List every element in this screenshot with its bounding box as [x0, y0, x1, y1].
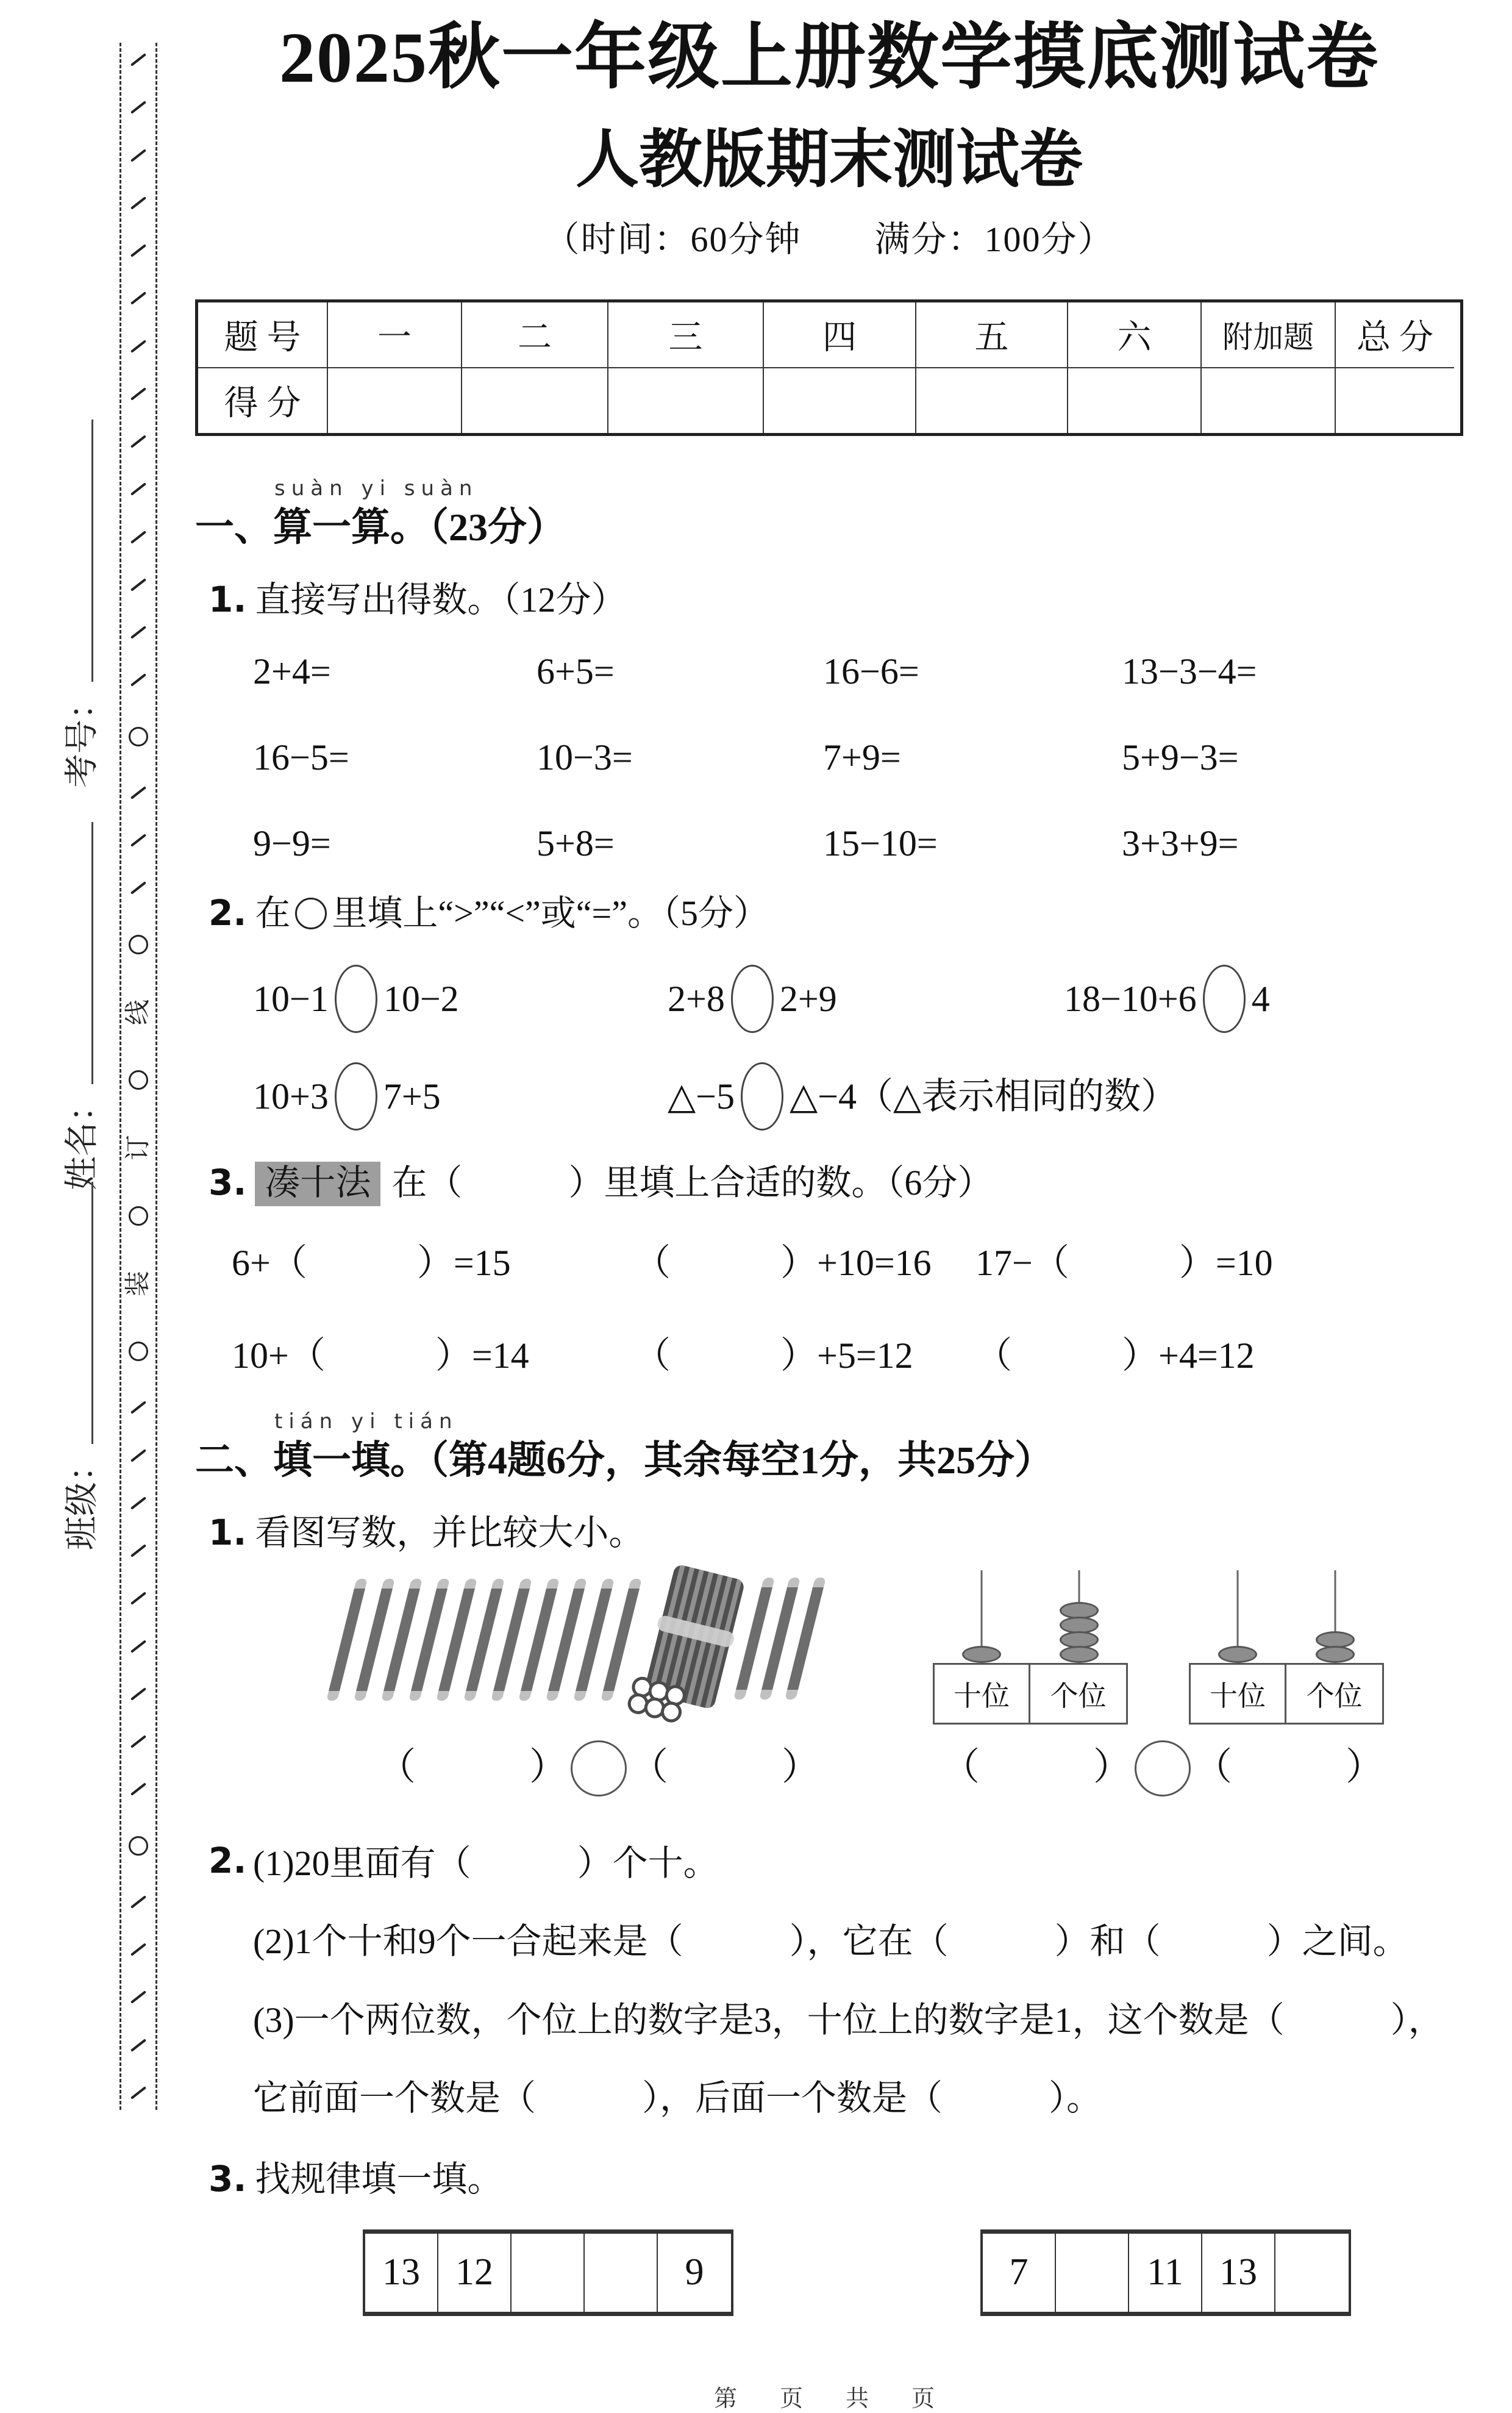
- abacus-beads: [1060, 1604, 1099, 1663]
- binding-hatch-mark: [130, 531, 146, 544]
- s1-q1-text: 直接写出得数。（12分）: [255, 579, 627, 620]
- tens-label: 十位: [933, 1663, 1030, 1725]
- exam-number-fill-line: [87, 420, 93, 682]
- s2-q2-line2: (2)1个十和9个一合起来是（ ），它在（ ）和（ ）之间。: [253, 1921, 1408, 1962]
- s1-q2-number: 2.: [209, 892, 247, 934]
- arith-problem: 9−9=: [253, 823, 331, 864]
- tens-place: [933, 1570, 1030, 1725]
- s1-q2-text-before: 在: [255, 893, 291, 934]
- fill-problem: 10+（ ）=14: [232, 1335, 529, 1376]
- binding-hatch-mark: [130, 1496, 146, 1510]
- score-col-5: 五: [916, 302, 1068, 368]
- binding-hatch-mark: [130, 1943, 146, 1956]
- compare-right: 7+5: [383, 1076, 441, 1117]
- score-blank-2: [462, 368, 608, 433]
- class-fill-line: [87, 1182, 93, 1444]
- compare-circle: [335, 965, 377, 1033]
- score-blank-3: [608, 368, 764, 433]
- s2-q1-text: 看图写数，并比较大小。: [255, 1512, 644, 1553]
- binding-hatch-mark: [130, 1401, 146, 1414]
- sticks-compare-blanks: [378, 1736, 819, 1799]
- score-table: [195, 299, 1463, 436]
- arith-problem: 6+5=: [537, 651, 615, 692]
- binding-line-character: 装: [124, 1270, 152, 1296]
- fill-problem: （ ）+5=12: [634, 1335, 913, 1376]
- binding-hatch-mark: [130, 626, 146, 639]
- s1-q1-problems: [195, 651, 1463, 865]
- compare-circle: [1203, 965, 1246, 1033]
- binding-circle-icon: [129, 1070, 148, 1090]
- paper-title: 2025秋一年级上册数学摸底测试卷: [279, 18, 1379, 98]
- binding-hatch-mark: [130, 1449, 146, 1462]
- exam-number-label: 考号：: [63, 685, 101, 788]
- score-row-label: 得 分: [198, 368, 328, 433]
- arith-problem: 2+4=: [253, 651, 331, 692]
- binding-circle-icon: [129, 1206, 148, 1226]
- paper-content: [195, 18, 1463, 2413]
- class-label: 班级：: [63, 1448, 101, 1550]
- compare-right: 10−2: [383, 978, 459, 1019]
- binding-circle-icon: [129, 1836, 148, 1856]
- sequence-cell: [585, 2234, 658, 2312]
- binding-hatch-mark: [130, 578, 146, 592]
- arith-problem: 10−3=: [537, 737, 633, 778]
- sequence-cell: [1056, 2234, 1129, 2312]
- section2-points: 。（第4题6分，其余每空1分，共25分）: [390, 1438, 1054, 1482]
- sequence-cell: 13: [365, 2234, 438, 2312]
- binding-hatch-mark: [130, 53, 146, 66]
- arith-problem: 16−6=: [823, 651, 919, 692]
- compare-right: 4: [1251, 978, 1270, 1019]
- binding-hatch-mark: [130, 1990, 146, 2004]
- s2-q1-figure: [341, 1570, 1463, 1809]
- arith-problem: 5+8=: [537, 823, 615, 864]
- compare-right: 2+9: [779, 978, 837, 1019]
- binding-circle-icon: [129, 727, 148, 746]
- arith-problem: 7+9=: [823, 737, 901, 778]
- number-sequence-table-right: [980, 2229, 1351, 2316]
- bundle-extra-sticks: [749, 1578, 811, 1700]
- ones-label: 个位: [1286, 1663, 1384, 1725]
- arith-problem: 5+9−3=: [1122, 737, 1239, 778]
- sequence-cell: [512, 2234, 585, 2312]
- compare-left: 18−10+6: [1064, 978, 1197, 1019]
- s1-q3-number: 3.: [209, 1161, 247, 1203]
- binding-hatch-mark: [130, 786, 146, 799]
- bundle-tie: [656, 1614, 735, 1648]
- binding-hatch-mark: [130, 881, 146, 895]
- binding-hatch-mark: [130, 2039, 146, 2052]
- binding-hatch-mark: [130, 1735, 146, 1748]
- sequence-cell: 13: [1202, 2234, 1275, 2312]
- score-blank-total: [1336, 368, 1454, 433]
- score-blank-1: [328, 368, 462, 433]
- binding-circle-icon: [129, 1342, 148, 1361]
- student-name-fill-line: [87, 822, 93, 1084]
- s2-q1-number: 1.: [209, 1511, 247, 1553]
- fill-problem: （ ）+4=12: [975, 1335, 1255, 1376]
- s2-q3-number: 3.: [209, 2158, 247, 2200]
- s2-q3-prompt: [195, 2156, 1463, 2202]
- section1-title: 算一算: [273, 505, 390, 549]
- sequence-cell: 12: [438, 2234, 512, 2312]
- s2-q2-line3: (3)一个两位数，个位上的数字是3，十位上的数字是1，这个数是（ ），: [253, 2000, 1444, 2040]
- paper-subtitle: 人教版期末测试卷: [575, 124, 1083, 195]
- answer-blank: （ ）: [630, 1746, 820, 1789]
- abacus-compare-blanks: [942, 1736, 1383, 1799]
- compare-item: [253, 968, 668, 1037]
- binding-line-character: 线: [124, 999, 152, 1025]
- compare-left: 10+3: [253, 1076, 329, 1117]
- binding-hatch-mark: [130, 149, 146, 162]
- ones-place: [1030, 1570, 1128, 1725]
- s1-q3-prompt: [195, 1160, 1463, 1206]
- binding-hatch-mark: [130, 673, 146, 687]
- score-col-6: 六: [1068, 302, 1202, 368]
- s2-q2-line4: 它前面一个数是（ ），后面一个数是（ ）。: [253, 2078, 1102, 2118]
- s2-q3-tables: [363, 2229, 1463, 2316]
- binding-hatch-mark: [130, 1640, 146, 1653]
- score-col-1: 一: [328, 302, 462, 368]
- binding-hatch-mark: [130, 387, 146, 401]
- answer-blank: （ ）: [942, 1746, 1132, 1789]
- s1-q2-row2: [195, 1066, 1463, 1134]
- score-blank-6: [1068, 368, 1202, 433]
- loose-sticks-group: [341, 1579, 627, 1701]
- s1-q3-problems: [195, 1234, 1463, 1379]
- compare-item: [253, 1066, 668, 1134]
- binding-hatch-mark: [130, 1782, 146, 1796]
- abacus-beads: [1316, 1634, 1355, 1663]
- binding-hatch-mark: [130, 291, 146, 305]
- section2-pinyin: tián yi tián: [274, 1409, 458, 1434]
- score-blank-5: [916, 368, 1068, 433]
- compare-circle: [741, 1062, 783, 1131]
- fill-problem: 6+（ ）=15: [232, 1242, 511, 1283]
- compare-item: [1064, 968, 1463, 1037]
- answer-circle-icon: [295, 898, 327, 929]
- class-label-block: [34, 1171, 125, 1561]
- s2-q1-prompt: [195, 1510, 1463, 1556]
- binding-hatch-mark: [130, 834, 146, 847]
- section2-number: 二、: [195, 1438, 273, 1482]
- tens-label: 十位: [1189, 1663, 1286, 1725]
- abacus-bead: [1060, 1646, 1099, 1663]
- s1-q3-text: 在（ ）里填上合适的数。（6分）: [391, 1162, 993, 1203]
- arith-problem: 15−10=: [823, 823, 938, 864]
- section2-heading: [195, 1409, 1463, 1484]
- score-col-4: 四: [764, 302, 916, 368]
- s1-q2-row1: [195, 968, 1463, 1037]
- tens-place: [1189, 1570, 1286, 1725]
- student-name-label-block: [34, 811, 125, 1201]
- binding-strip: [119, 43, 157, 2110]
- compare-left: 2+8: [668, 978, 725, 1019]
- section1-heading: [195, 476, 1463, 551]
- abacus-beads: [1218, 1648, 1257, 1663]
- compare-circle: [571, 1740, 627, 1796]
- arith-problem: 3+3+9=: [1122, 823, 1239, 864]
- sequence-cell: 7: [983, 2234, 1056, 2312]
- stick-bundle: [643, 1564, 745, 1710]
- score-blank-4: [764, 368, 916, 433]
- binding-hatch-mark: [130, 101, 146, 114]
- number-sequence-table-left: [363, 2229, 733, 2316]
- s2-q3-text: 找规律填一填。: [255, 2159, 503, 2200]
- bundle-cross-sections: [628, 1677, 701, 1726]
- abacus-bead: [962, 1646, 1001, 1663]
- binding-hatch-mark: [130, 244, 146, 257]
- binding-circle-icon: [129, 935, 148, 954]
- score-col-extra: 附加题: [1202, 302, 1336, 368]
- arith-problem: 16−5=: [253, 737, 349, 778]
- binding-hatch-mark: [130, 1544, 146, 1557]
- binding-hatch-mark: [130, 2086, 146, 2100]
- time-score-info: （时间：60分钟 满分：100分）: [544, 219, 1114, 259]
- score-col-2: 二: [462, 302, 608, 368]
- compare-left: △−5: [668, 1076, 735, 1117]
- answer-blank: （ ）: [378, 1746, 568, 1789]
- binding-hatch-mark: [130, 196, 146, 210]
- compare-item: [668, 1066, 1463, 1134]
- binding-hatch-mark: [130, 1895, 146, 1909]
- sequence-cell: [1275, 2234, 1349, 2312]
- compare-circle: [335, 1062, 377, 1131]
- stick-bundle-group: [658, 1570, 811, 1703]
- place-value-chart-right: [1189, 1570, 1384, 1725]
- section1-pinyin: suàn yi suàn: [274, 476, 479, 501]
- fill-problem: 17−（ ）=10: [975, 1242, 1273, 1283]
- binding-line-character: 订: [124, 1135, 152, 1161]
- sequence-cell: 9: [685, 2251, 704, 2293]
- sequence-cell: 11: [1129, 2234, 1202, 2312]
- abacus-bead: [1316, 1646, 1355, 1663]
- binding-hatch-mark: [130, 435, 146, 448]
- s1-q2-text-after: 里填上“>”“<”或“=”。（5分）: [332, 893, 769, 934]
- section1-points: 。（23分）: [390, 505, 566, 549]
- s1-q2-prompt: [195, 890, 1463, 936]
- page-footer: 第 页 共 页: [713, 2386, 944, 2412]
- answer-blank: （ ）: [1194, 1746, 1384, 1789]
- place-value-chart-left: [933, 1570, 1128, 1725]
- compare-left: 10−1: [253, 978, 329, 1019]
- fill-problem: （ ）+10=16: [634, 1242, 932, 1283]
- section2-title: 填一填: [273, 1438, 390, 1482]
- abacus-beads: [962, 1648, 1001, 1663]
- ones-place: [1286, 1570, 1384, 1725]
- s1-q1-prompt: [195, 577, 1463, 623]
- binding-hatch-mark: [130, 340, 146, 353]
- abacus-bead: [1218, 1646, 1257, 1663]
- ones-label: 个位: [1030, 1663, 1128, 1725]
- binding-hatch-mark: [130, 482, 146, 496]
- s1-q1-number: 1.: [209, 578, 247, 620]
- compare-right: △−4（△表示相同的数）: [789, 1076, 1178, 1117]
- score-table-corner: 题 号: [198, 302, 328, 368]
- student-name-label: 姓名：: [63, 1088, 101, 1190]
- arith-problem: 13−3−4=: [1122, 651, 1257, 692]
- section1-number: 一、: [195, 505, 273, 549]
- score-blank-extra: [1202, 368, 1336, 433]
- compare-circle: [1135, 1740, 1191, 1796]
- binding-hatch-mark: [130, 1592, 146, 1605]
- method-badge: 凑十法: [255, 1162, 380, 1206]
- score-col-3: 三: [608, 302, 764, 368]
- s2-q2-number: 2.: [209, 1840, 247, 1882]
- s2-q2-block: [195, 1840, 1463, 2122]
- compare-item: [668, 968, 1064, 1037]
- score-col-total: 总 分: [1336, 302, 1454, 368]
- exam-number-label-block: [34, 409, 125, 799]
- compare-circle: [731, 965, 774, 1033]
- s2-q2-line1: (1)20里面有（ ）个十。: [253, 1843, 719, 1884]
- binding-hatch-mark: [130, 1687, 146, 1701]
